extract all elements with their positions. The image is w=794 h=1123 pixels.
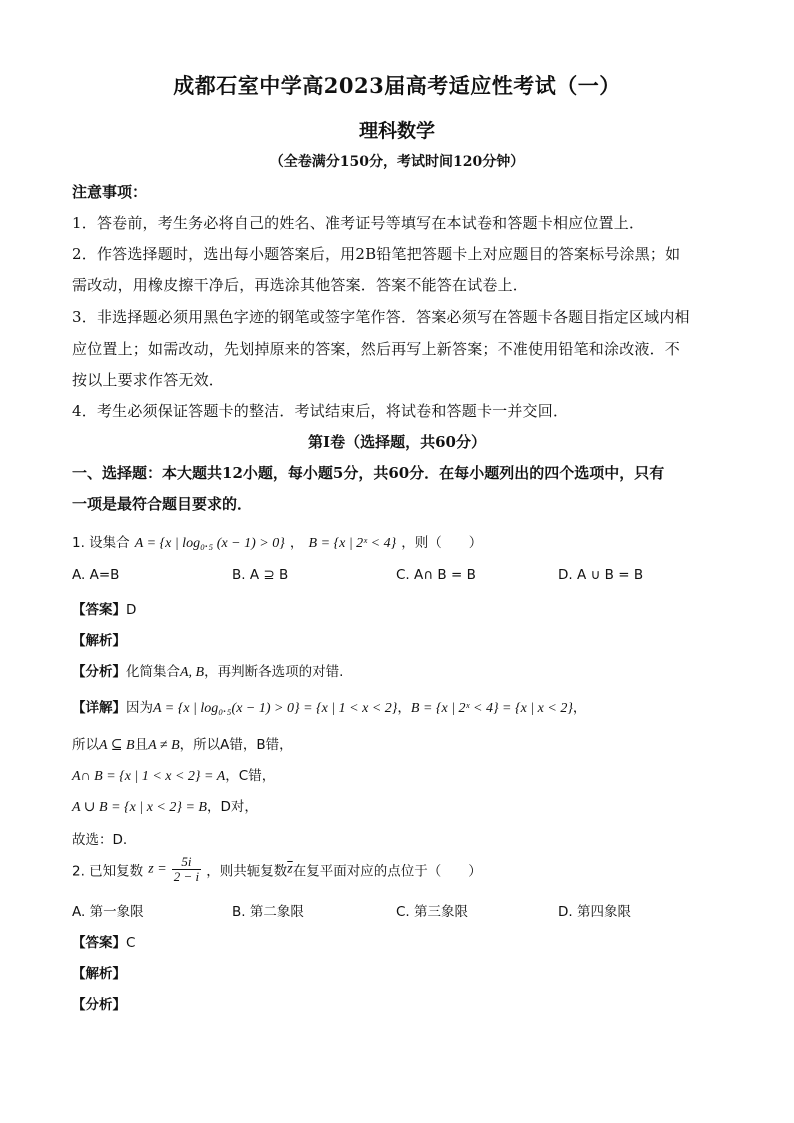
notice-item-3-cont: 应位置上；如需改动，先划掉原来的答案，然后再写上新答案；不准使用铅笔和涂改液．不 — [72, 340, 681, 358]
q2-option-a: A. 第一象限 — [72, 904, 144, 920]
q2-answer-tag: 【答案】 — [72, 935, 126, 951]
q1-analysis-tag: 【解析】 — [72, 633, 126, 649]
q1-detail-m1: A = {x | log₀.₅(x − 1) > 0} = {x | 1 < x < 2} — [153, 701, 398, 716]
notice-item-2-cont: 需改动，用橡皮擦干净后，再选涂其他答案．答案不能答在试卷上． — [72, 276, 529, 294]
q1-line2-a: 所以 — [72, 737, 99, 753]
q1-answer — [72, 598, 136, 618]
exam-title: 成都石室中学高2023届高考适应性考试（一） — [173, 73, 621, 98]
q1-detail-a: 因为 — [126, 700, 153, 716]
q2-answer-value: C — [126, 935, 136, 951]
q1-line3 — [72, 764, 275, 785]
q1-detail-b: ， — [397, 700, 411, 716]
q2-option-d: D. 第四象限 — [558, 904, 631, 920]
q1-detail-m2: B = {x | 2ˣ < 4} = {x | x < 2} — [410, 701, 573, 716]
exam-subject: 理科数学 — [358, 120, 435, 142]
q1-setA: A = {x | log₀.₅ (x − 1) > 0} — [134, 536, 285, 551]
q2-zbar: $\overline{z}$ — [287, 861, 293, 877]
q2-z-eq: z = — [148, 861, 167, 877]
q1-setB: B = {x | 2ˣ < 4} — [308, 536, 397, 551]
q2-option-c: C. 第三象限 — [396, 904, 469, 920]
q1-stem — [72, 531, 482, 552]
notice-item-3-end: 按以上要求作答无效． — [72, 371, 225, 389]
q1-fenxi-b: ，再判断各选项的对错. — [204, 664, 344, 680]
exam-meta: （全卷满分150分，考试时间120分钟） — [269, 154, 525, 170]
notice-item-4: 4．考生必须保证答题卡的整洁．考试结束后，将试卷和答题卡一并交回． — [72, 402, 569, 420]
q1-option-a: A. A=B — [72, 567, 120, 583]
q2-answer — [72, 931, 135, 951]
q2-option-b: B. 第二象限 — [232, 904, 304, 920]
q1-option-c: C. A∩ B = B — [396, 567, 476, 583]
q1-conclusion: 故选：D. — [72, 832, 128, 848]
q2-mid: ，则共轭复数 — [206, 863, 288, 880]
q1-detail-tag: 【详解】 — [72, 700, 126, 716]
q1-fenxi — [72, 660, 343, 681]
notice-item-2: 2．作答选择题时，选出每小题答案后，用2B铅笔把答题卡上对应题目的答案标号涂黑；如 — [72, 245, 681, 263]
section-intro-1: 一、选择题：本大题共12小题，每小题5分，共60分．在每小题列出的四个选项中，只有 — [72, 464, 665, 482]
section-intro-2: 一项是最符合题目要求的． — [72, 495, 253, 513]
q1-line4-text: ，D对， — [206, 799, 258, 815]
q2-fraction — [172, 855, 201, 884]
q1-detail — [72, 696, 586, 717]
q1-line3-text: ，C错， — [225, 768, 276, 784]
notice-item-3: 3．非选择题必须用黑色字迹的钢笔或签字笔作答．答案必须写在答题卡各题目指定区域内相 — [72, 308, 690, 326]
q1-line3-math: A∩ B = {x | 1 < x < 2} = A — [72, 769, 226, 784]
q2-analysis-tag: 【解析】 — [72, 966, 126, 982]
q1-answer-value: D — [126, 602, 137, 618]
notice-item-1: 1．答卷前，考生务必将自己的姓名、准考证号等填写在本试卷和答题卡相应位置上． — [72, 214, 645, 232]
q1-comma: ， — [289, 535, 304, 551]
q1-line4-math: A ∪ B = {x | x < 2} = B — [72, 800, 207, 815]
q1-suffix: ，则（ ） — [401, 535, 483, 551]
q1-line4 — [72, 795, 258, 816]
q1-line2-m1: A ⊆ B — [99, 738, 135, 753]
section-title: 第Ⅰ卷（选择题，共60分） — [308, 433, 486, 451]
q1-line2 — [72, 733, 293, 754]
q2-fenxi-tag: 【分析】 — [72, 997, 126, 1013]
q1-line2-m2: A ≠ B — [148, 738, 180, 753]
q1-answer-tag: 【答案】 — [72, 602, 126, 618]
q1-fenxi-a: 化简集合 — [126, 664, 180, 680]
q1-option-b: B. A ⊇ B — [232, 567, 289, 583]
q1-fenxi-tag: 【分析】 — [72, 664, 126, 680]
q1-fenxi-math: A, B — [180, 665, 205, 680]
q2-stem — [72, 855, 482, 884]
notice-heading: 注意事项： — [72, 183, 148, 201]
q2-suffix: 在复平面对应的点位于（ ） — [292, 863, 482, 880]
q1-line2-c: ，所以A错，B错， — [179, 737, 293, 753]
q1-line2-b: 且 — [134, 737, 149, 753]
q1-prefix: 1. 设集合 — [72, 535, 130, 551]
q1-option-d: D. A ∪ B = B — [558, 567, 644, 583]
q1-detail-c: ， — [572, 700, 587, 716]
q2-frac-denominator: 2 − i — [173, 869, 200, 884]
q2-prefix: 2. 已知复数 — [72, 863, 144, 880]
q2-frac-numerator: 5i — [172, 855, 201, 870]
